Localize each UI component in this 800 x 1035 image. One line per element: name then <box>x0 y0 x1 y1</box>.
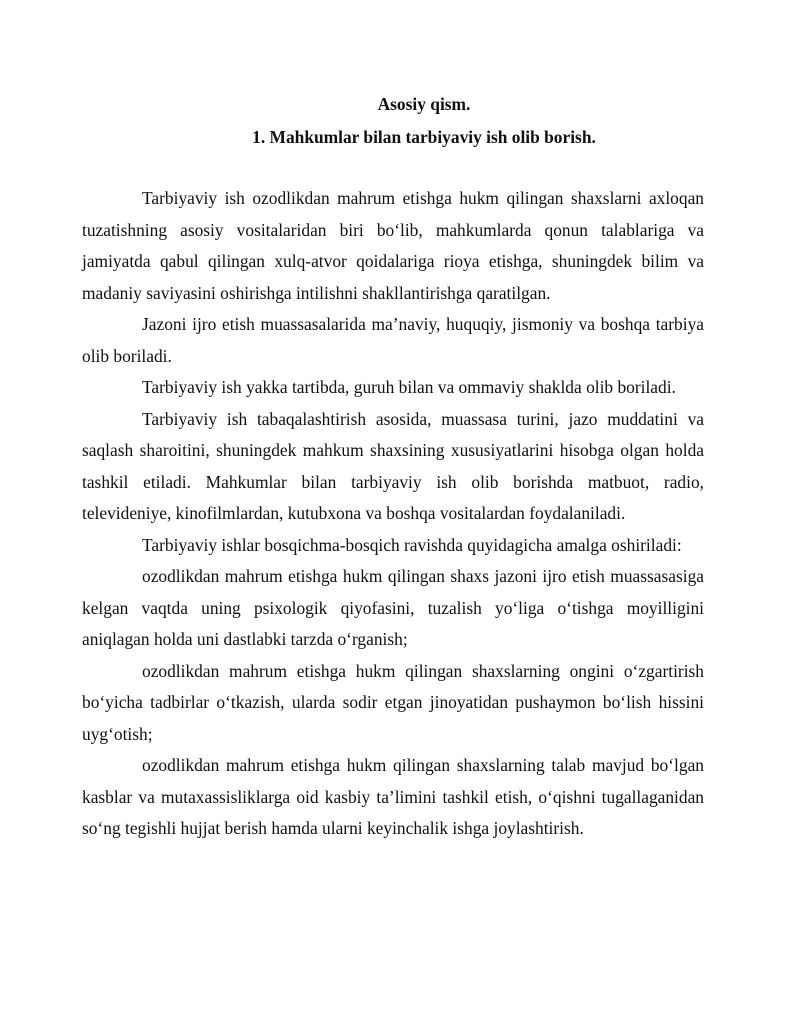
section-subheading: 1. Mahkumlar bilan tarbiyaviy ish olib borish. <box>252 127 596 147</box>
paragraph: ozodlikdan mahrum etishga hukm qilingan shaxs jazoni ijro etish muassasasiga kelgan vaqtda uning psixologik qiyofasini, tuzalish yo‘liga o‘tishga moyilligini aniqlagan holda uni dastlabki tarzda o‘rganish; <box>82 566 704 649</box>
body-text <box>82 183 704 845</box>
paragraph: Tarbiyaviy ishlar bosqichma-bosqich ravishda quyidagicha amalga oshiriladi: <box>142 534 682 555</box>
paragraph: ozodlikdan mahrum etishga hukm qilingan shaxslarning ongini o‘zgartirish bo‘yicha tadbirlar o‘tkazish, ularda sodir etgan jinoyatidan pushaymon bo‘lish hissini uyg‘otish; <box>82 660 704 744</box>
paragraph: Tarbiyaviy ish yakka tartibda, guruh bilan va ommaviy shaklda olib boriladi. <box>142 377 676 397</box>
paragraph: ozodlikdan mahrum etishga hukm qilingan shaxslarning talab mavjud bo‘lgan kasblar va mutaxassisliklarga oid kasbiy ta’limini tashkil etish, o‘qishni tugallaganidan so‘ng tegishli hujjat berish hamda ularni keyinchalik ishga joylashtirish. <box>82 755 704 838</box>
paragraph: Tarbiyaviy ish tabaqalashtirish asosida, muassasa turini, jazo muddatini va saqlash sharoitini, shuningdek mahkum shaxsining xususiyatlarini hisobga olgan holda tashkil etiladi. Mahkumlar bilan tarbiyaviy ish olib borishda matbuot, radio, televideniye, kinofilmlardan, kutubxona va boshqa vositalardan foydalaniladi. <box>82 408 704 523</box>
paragraph: Jazoni ijro etish muassasalarida ma’naviy, huquqiy, jismoniy va boshqa tarbiya olib boriladi. <box>82 314 704 366</box>
paragraph: Tarbiyaviy ish ozodlikdan mahrum etishga hukm qilingan shaxslarni axloqan tuzatishning asosiy vositalaridan biri bo‘lib, mahkumlarda qonun talablariga va jamiyatda qabul qilingan xulq-atvor qoidalariga rioya etishga, shuningdek bilim va madaniy saviyasini oshirishga intilishni shakllantirishga qaratilgan. <box>82 188 704 303</box>
section-heading: Asosiy qism. <box>377 94 471 114</box>
